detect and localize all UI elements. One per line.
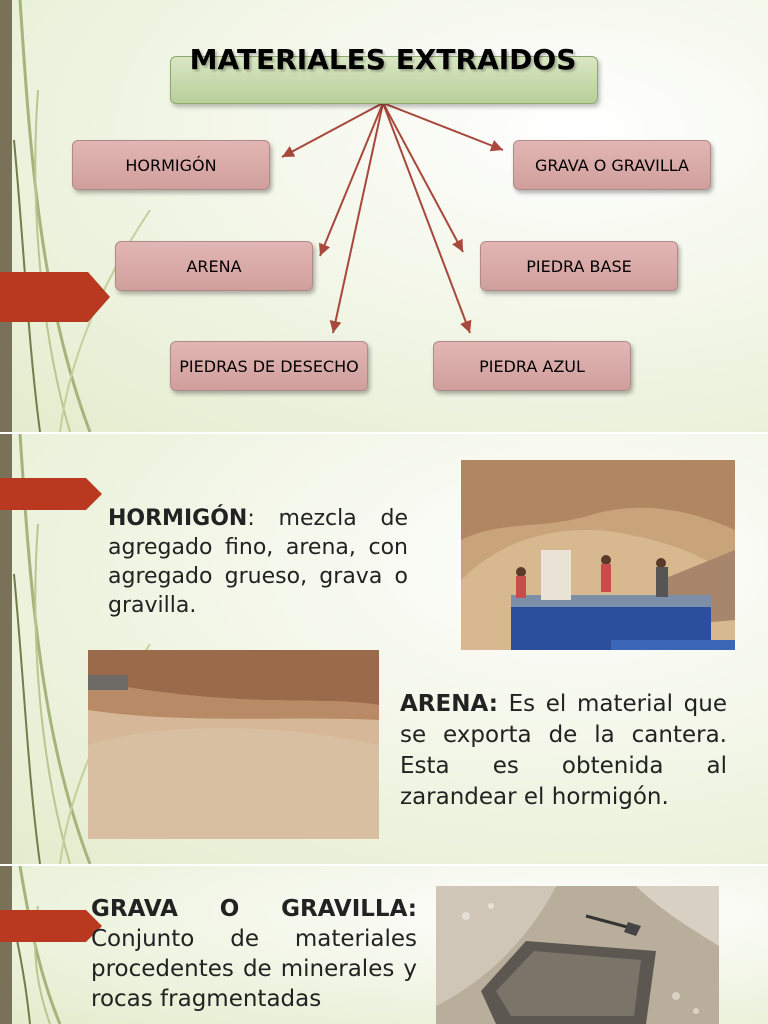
- node-hormigon: HORMIGÓN: [72, 140, 270, 190]
- arena-definition: Es el material que se exporta de la cantera. Esta es obtenida al zarandear el hormigón.: [400, 691, 727, 810]
- arrow-to-arena: [320, 103, 383, 256]
- arrow-to-piedra-base: [383, 103, 463, 252]
- node-arena: ARENA: [115, 241, 313, 291]
- sand-pile-photo: [88, 650, 379, 839]
- arrow-to-piedra-azul: [383, 103, 470, 333]
- arrow-to-piedras-desecho: [333, 103, 383, 333]
- node-grava: GRAVA O GRAVILLA: [513, 140, 711, 190]
- red-arrow-tab: [0, 478, 102, 510]
- hormigon-paragraph: [108, 504, 408, 620]
- arena-paragraph: [400, 689, 727, 813]
- slide-materiales-diagram: [0, 0, 768, 432]
- node-piedra-azul: PIEDRA AZUL: [433, 341, 631, 391]
- diagram-title: MATERIALES EXTRAIDOS: [189, 43, 577, 76]
- red-arrow-tab: [0, 910, 102, 942]
- slide-hormigon-arena: [0, 434, 768, 864]
- node-piedras-desecho: PIEDRAS DE DESECHO: [170, 341, 368, 391]
- node-piedra-base: PIEDRA BASE: [480, 241, 678, 291]
- slide-grava: [0, 866, 768, 1024]
- grava-term: GRAVA O GRAVILLA:: [91, 896, 417, 922]
- gravel-sieve-photo: [436, 886, 719, 1024]
- hormigon-term: HORMIGÓN: [108, 506, 248, 531]
- grava-paragraph: [91, 894, 417, 1014]
- grava-definition: Conjunto de materiales procedentes de minerales y rocas fragmentadas: [91, 926, 417, 1012]
- hormigon-definition: : mezcla de agregado fino, arena, con agregado grueso, grava o gravilla.: [108, 506, 408, 618]
- quarry-truck-photo: [461, 460, 735, 650]
- arrow-to-hormigon: [282, 103, 383, 157]
- arrow-to-grava: [383, 103, 503, 150]
- arena-term: ARENA:: [400, 691, 498, 717]
